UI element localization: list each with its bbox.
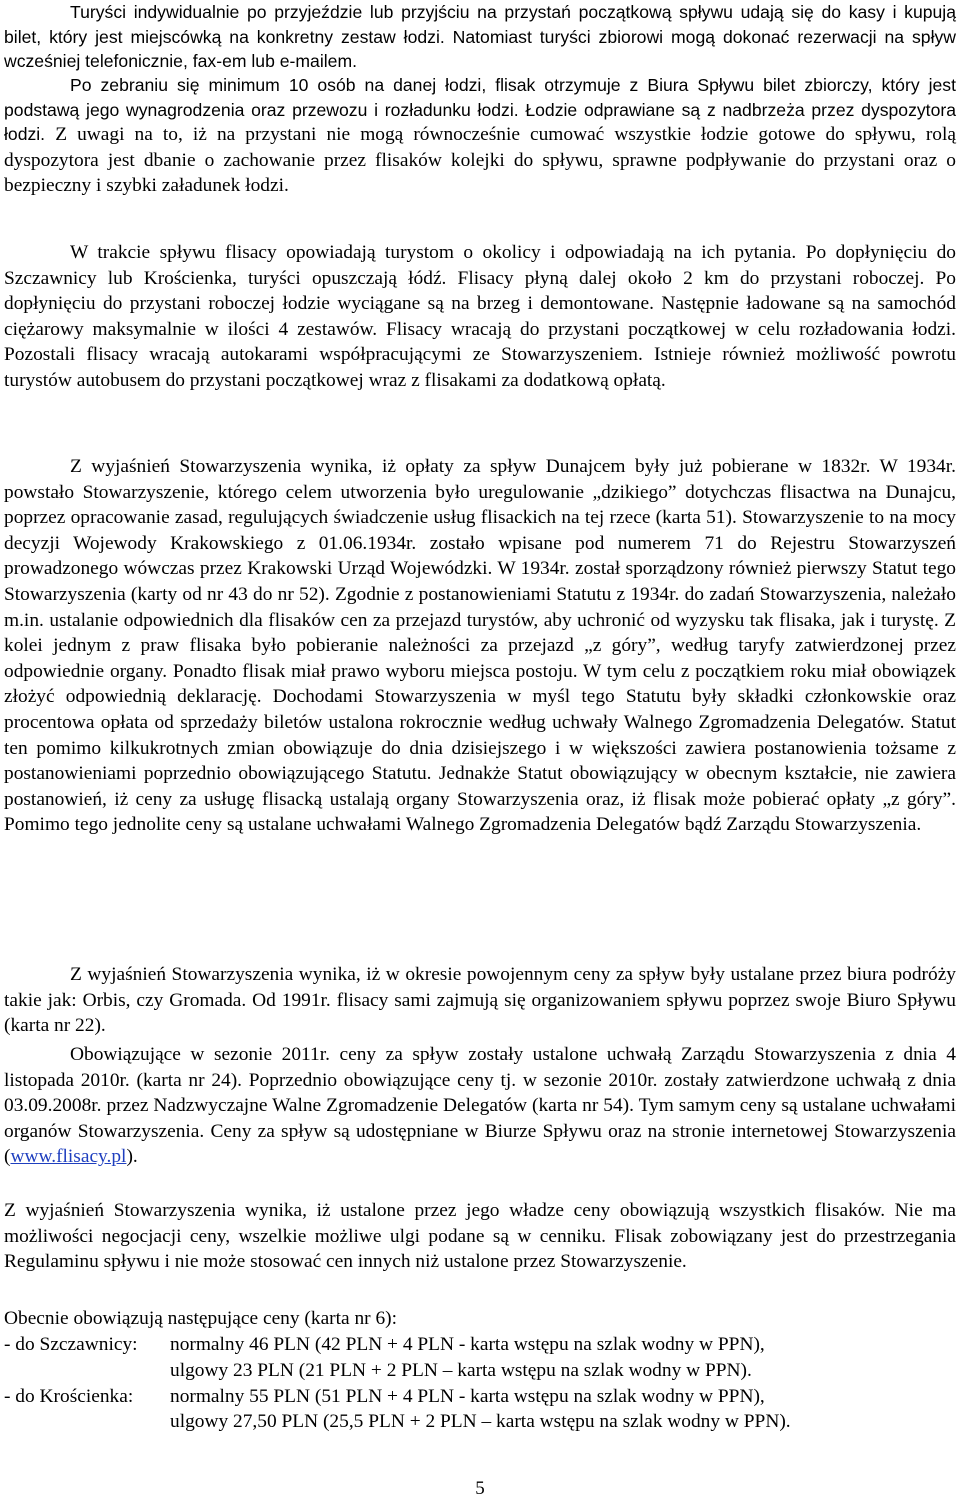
price-values xyxy=(170,1384,956,1436)
paragraph-group-boarding xyxy=(4,73,956,199)
paragraph-season-2011-prices xyxy=(4,1042,956,1170)
price-normal: normalny 46 PLN (42 PLN + 4 PLN - karta wstępu na szlak wodny w PPN), xyxy=(170,1334,765,1355)
paragraph-season-2011-text: Obowiązujące w sezonie 2011r. ceny za spływ zostały ustalone uchwałą Zarządu Stowarzyszenia z dnia 4 listopada 2010r. (karta nr 24). Poprzednio obowiązujące ceny tj. w sezonie 2010r. zostały zatwierdzone uchwałą z dnia 03.09.2008r. przez Nadzwyczajne Walne Zgromadzenie Delegatów (karta nr 54). Tym samym ceny są ustalane uchwałami organów Stowarzyszenia. Ceny za spływ są udostępniane w Biurze Spływu oraz na stronie internetowej Stowarzyszenia ( xyxy=(4,1044,956,1168)
paragraph-prices-binding: Z wyjaśnień Stowarzyszenia wynika, iż ustalone przez jego władze ceny obowiązują wszystkich flisaków. Nie ma możliwości negocjacji ceny, wszelkie możliwe ulgi podane są w cenniku. Flisak zobowiązany jest do przestrzegania Regulaminu spływu i nie może stosować cen innych niż ustalone przez Stowarzyszenie. xyxy=(4,1200,956,1273)
price-destination: - do Szczawnicy: xyxy=(4,1334,138,1355)
price-row-szczawnica xyxy=(4,1332,956,1384)
price-reduced: ulgowy 23 PLN (21 PLN + 2 PLN – karta wstępu na szlak wodny w PPN). xyxy=(170,1359,752,1381)
paragraph-raft-trip: W trakcie spływu flisacy opowiadają turystom o okolicy i odpowiadają na ich pytania. Po dopłynięciu do Szczawnicy lub Krościenka, turyści opuszczają łódź. Flisacy płyną dalej około 2 km do przystani roboczej. Po dopłynięciu do przystani roboczej łodzie wyciągane są na brzeg i demontowane. Następnie ładowane są na samochód ciężarowy maksymalnie w ilości 4 zestawów. Flisacy wracają do przystani początkowej w celu rozładowania łodzi. Pozostali flisacy wracają autokarami współpracującymi ze Stowarzyszeniem. Istnieje również możliwość powrotu turystów autobusem do przystani początkowej wraz z flisakami za dodatkową opłatą. xyxy=(4,242,956,391)
paragraph-group-boarding-part1: Po zebraniu się minimum 10 osób na danej łodzi, flisak otrzymuje z Biura Spływu bilet zbiorczy, który jest podstawą jego wynagrodzenia oraz przewozu i rozładunku łodzi. Łodzie odprawiane są z nadbrzeża przez dyspozytora łodzi. xyxy=(4,75,956,145)
paragraph-current-prices-intro: Obecnie obowiązują następujące ceny (karta nr 6): xyxy=(4,1308,398,1329)
price-row-kroscienko xyxy=(4,1384,956,1436)
paragraph-association-history: Z wyjaśnień Stowarzyszenia wynika, iż opłaty za spływ Dunajcem były już pobierane w 1832r. W 1934r. powstało Stowarzyszenie, którego celem utworzenia było uregulowanie „dzikiego” dotychczas flisactwa na Dunajcu, poprzez opracowanie zasad, regulujących świadczenie usług flisackich na tej rzece (karta 51). Stowarzyszenie to na mocy decyzji Wojewody Krakowskiego z 01.06.1934r. zostało wpisane pod numerem 71 do Rejestru Stowarzyszeń prowadzonego wówczas przez Krakowski Urząd Wojewódzki. W 1934r. został sporządzony również pierwszy Statut tego Stowarzyszenia (karty od nr 43 do nr 52). Zgodnie z postanowieniami Statutu z 1934r. do zadań Stowarzyszenia, należało m.in. ustalanie odpowiednich dla flisaków cen za przejazd turystów, aby uchronić od wyzysku tak flisaka, jak i turystę. Z kolei jednym z praw flisaka było pobieranie należności za przejazd „z góry”, według taryfy zatwierdzonej przez odpowiednie organy. Ponadto flisak miał prawo wyboru miejsca postoju. W tym celu z początkiem roku miał obowiązek złożyć odpowiednią deklarację. Dochodami Stowarzyszenia w myśl tego Statutu były składki członkowskie oraz procentowa opłata od sprzedaży biletów ustalona rokrocznie według uchwały Walnego Zgromadzenia Delegatów. Statut ten pomimo kilkukrotnych zmian obowiązuje do dnia dzisiejszego i w większości zawiera postanowienia tożsame z postanowieniami poprzednio obowiązującego Statutu. Jednakże Statut obowiązujący w obecnym kształcie, nie zawiera postanowień, iż ceny za usługę flisacką ustalają organy Stowarzyszenia oraz, iż flisak może pobierać opłaty „z góry”. Pomimo tego jednolite ceny są ustalane uchwałami Walnego Zgromadzenia Delegatów bądź Zarządu Stowarzyszenia. xyxy=(4,456,956,836)
paragraph-season-2011-end: ). xyxy=(126,1146,138,1168)
price-values xyxy=(170,1332,956,1384)
page-number: 5 xyxy=(475,1478,485,1499)
price-list xyxy=(4,1332,956,1435)
paragraph-dispatcher-role: Z uwagi na to, iż na przystani nie mogą równocześnie cumować wszystkie łodzie gotowe do spływu, rolą dyspozytora jest dbanie o zachowanie przez flisaków kolejki do spływu, sprawne podpływanie do przystani oraz o bezpieczny i szybki załadunek łodzi. xyxy=(4,124,956,197)
flisacy-website-link[interactable]: www.flisacy.pl xyxy=(10,1146,127,1168)
price-normal: normalny 55 PLN (51 PLN + 4 PLN - karta wstępu na szlak wodny w PPN), xyxy=(170,1385,765,1407)
price-destination: - do Krościenka: xyxy=(4,1385,134,1407)
paragraph-ticket-purchase: Turyści indywidualnie po przyjeździe lub przyjściu na przystań początkową spływu udają się do kasy i kupują bilet, który jest miejscówką na konkretny zestaw łodzi. Natomiast turyści zbiorowi mogą dokonać rezerwacji na spływ wcześniej telefonicznie, fax-em lub e-mailem. xyxy=(4,2,956,72)
price-reduced: ulgowy 27,50 PLN (25,5 PLN + 2 PLN – karta wstępu na szlak wodny w PPN). xyxy=(170,1411,791,1433)
paragraph-postwar-prices: Z wyjaśnień Stowarzyszenia wynika, iż w okresie powojennym ceny za spływ były ustalane przez biura podróży takie jak: Orbis, czy Gromada. Od 1991r. flisacy sami zajmują się organizowaniem spływu poprzez swoje Biuro Spływu (karta nr 22). xyxy=(4,964,956,1037)
